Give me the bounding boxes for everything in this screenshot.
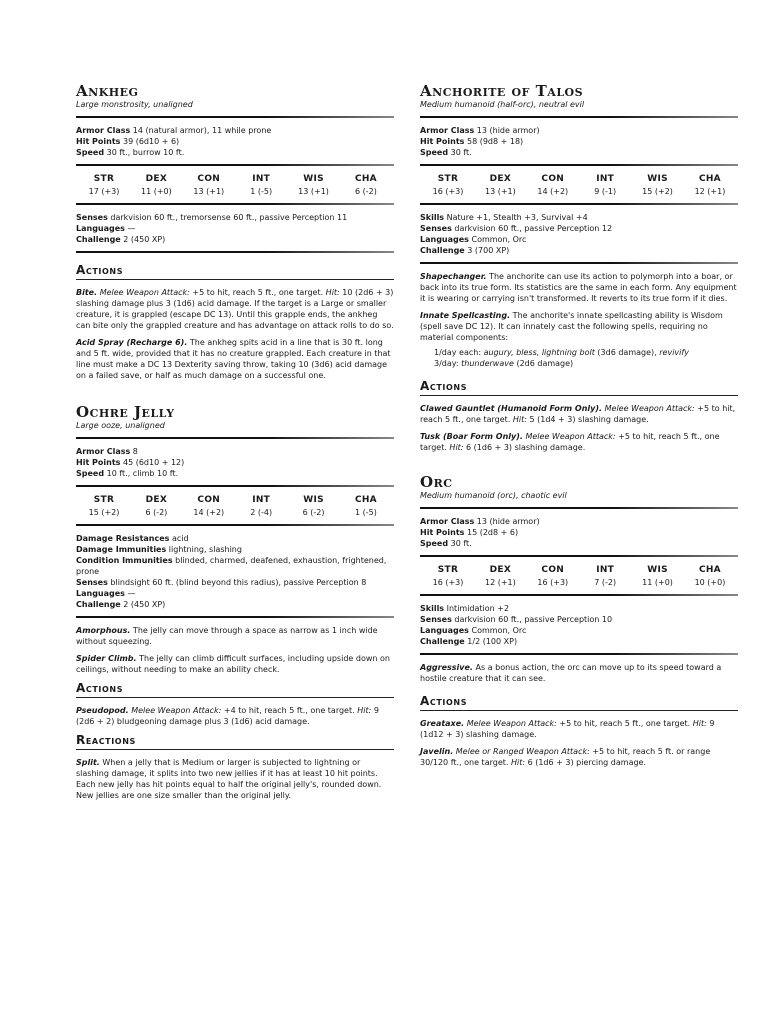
challenge: Challenge 2 (450 XP) (76, 600, 166, 609)
statblock-anchorite-of-talos (420, 82, 738, 453)
languages: Languages — (76, 224, 136, 233)
creature-type: Large monstrosity, unaligned (76, 100, 193, 109)
ability-wis: WIS 13 (+1) (298, 174, 329, 196)
ability-cha: CHA 6 (-2) (354, 174, 377, 196)
creature-name: Anchorite of Talos (420, 82, 584, 100)
divider (420, 164, 738, 166)
damage-immunities: Damage Immunities lightning, slashing (76, 545, 242, 554)
action-pseudopod: Pseudopod. Melee Weapon Attack: +4 to hit, reach 5 ft., one target. Hit: 9 (2d6 + 2) bludgeoning damage plus 3 (1d6) acid damage. (76, 706, 379, 726)
ability-dex: DEX 11 (+0) (141, 174, 172, 196)
condition-immunities: Condition Immunities blinded, charmed, deafened, exhaustion, frightened, prone (76, 556, 387, 576)
armor-class: Armor Class 13 (hide armor) (420, 517, 540, 526)
senses: Senses darkvision 60 ft., passive Perception 12 (420, 224, 613, 233)
ability-con: CON 16 (+3) (537, 565, 569, 587)
senses: Senses darkvision 60 ft., passive Perception 10 (420, 615, 613, 624)
languages: Languages — (76, 589, 136, 598)
ability-scores (420, 173, 738, 197)
divider (76, 616, 394, 618)
armor-class: Armor Class 8 (76, 447, 138, 456)
creature-name: Orc (420, 473, 453, 491)
senses: Senses darkvision 60 ft., tremorsense 60 ft., passive Perception 11 (76, 213, 348, 222)
ability-int: INT 2 (-4) (250, 495, 273, 517)
action-clawed-gauntlet: Clawed Gauntlet (Humanoid Form Only). Melee Weapon Attack: +5 to hit, reach 5 ft., one target. Hit: 5 (1d4 + 3) slashing damage. (420, 404, 736, 424)
hit-points: Hit Points 39 (6d10 + 6) (76, 137, 180, 146)
spell-list-3-day: 3/day: thunderwave (2d6 damage) (434, 359, 574, 368)
actions-header: Actions (76, 263, 124, 277)
divider (420, 653, 738, 655)
actions-header: Actions (420, 379, 468, 393)
senses: Senses blindsight 60 ft. (blind beyond this radius), passive Perception 8 (76, 578, 367, 587)
ability-cha: CHA 10 (+0) (694, 565, 726, 587)
ability-dex: DEX 6 (-2) (145, 495, 168, 517)
ability-wis: WIS 15 (+2) (642, 174, 673, 196)
skills: Skills Nature +1, Stealth +3, Survival +4 (420, 213, 588, 222)
armor-class: Armor Class 14 (natural armor), 11 while prone (76, 126, 272, 135)
ability-scores (76, 173, 394, 197)
section-rule (76, 279, 394, 280)
ability-cha: CHA 12 (+1) (694, 174, 726, 196)
section-rule (420, 395, 738, 396)
ability-dex: DEX 13 (+1) (485, 174, 516, 196)
trait-aggressive: Aggressive. As a bonus action, the orc can move up to its speed toward a hostile creature that it can see. (420, 663, 722, 683)
trait-shapechanger: Shapechanger. The anchorite can use its action to polymorph into a boar, or back into its true form. Its statistics are the same in each form. Any equipment it is wearing or carrying isn't transformed. It reverts to its true form if it dies. (420, 272, 737, 303)
ability-int: INT 7 (-2) (594, 565, 617, 587)
ability-con: CON 13 (+1) (193, 174, 225, 196)
divider (420, 262, 738, 264)
hit-points: Hit Points 58 (9d8 + 18) (420, 137, 524, 146)
right-column (420, 82, 738, 774)
statblock-ankheg (76, 82, 394, 381)
speed: Speed 10 ft., climb 10 ft. (76, 469, 179, 478)
creature-name: Ankheg (76, 82, 139, 100)
action-acid-spray: Acid Spray (Recharge 6). The ankheg spits acid in a line that is 30 ft. long and 5 ft. wide, provided that it has no creature grappled. Each creature in that line must make a DC 13 Dexterity saving throw, taking 10 (3d6) acid damage on a failed save, or half as much damage on a successful one. (76, 338, 391, 380)
left-column (76, 82, 394, 807)
speed: Speed 30 ft. (420, 539, 472, 548)
divider (76, 164, 394, 166)
ability-wis: WIS 11 (+0) (642, 565, 673, 587)
ability-con: CON 14 (+2) (537, 174, 569, 196)
action-bite: Bite. Melee Weapon Attack: +5 to hit, reach 5 ft., one target. Hit: 10 (2d6 + 3) slashing damage plus 3 (1d6) acid damage. If the target is a Large or smaller creature, it is grappled (escape DC 13). Until this grapple ends, the ankheg can bite only the grappled creature and has advantage on attack rolls to do so. (76, 288, 394, 330)
divider (76, 203, 394, 205)
divider (420, 507, 738, 509)
hit-points: Hit Points 45 (6d10 + 12) (76, 458, 185, 467)
ability-dex: DEX 12 (+1) (485, 565, 516, 587)
actions-header: Actions (420, 694, 468, 708)
trait-spider-climb: Spider Climb. The jelly can climb difficult surfaces, including upside down on ceilings, without needing to make an ability check. (76, 654, 390, 674)
languages: Languages Common, Orc (420, 626, 527, 635)
section-rule (76, 749, 394, 750)
ability-str: STR 16 (+3) (432, 565, 464, 587)
reaction-split: Split. When a jelly that is Medium or larger is subjected to lightning or slashing damage, it splits into two new jellies if it has at least 10 hit points. Each new jelly has hit points equal to half the original jelly's, rounded down. New jellies are one size smaller than the original jelly. (76, 758, 382, 800)
creature-type: Medium humanoid (half-orc), neutral evil (420, 100, 585, 109)
armor-class: Armor Class 13 (hide armor) (420, 126, 540, 135)
ability-con: CON 14 (+2) (193, 495, 225, 517)
divider (420, 203, 738, 205)
ability-scores (420, 564, 738, 588)
ability-cha: CHA 1 (-5) (354, 495, 377, 517)
divider (76, 251, 394, 253)
skills: Skills Intimidation +2 (420, 604, 510, 613)
action-javelin: Javelin. Melee or Ranged Weapon Attack: +5 to hit, reach 5 ft. or range 30/120 ft., one target. Hit: 6 (1d6 + 3) piercing damage. (420, 747, 711, 767)
divider (76, 116, 394, 118)
statblock-orc (420, 473, 738, 768)
statblock-ochre-jelly (76, 403, 394, 801)
creature-type: Large ooze, unaligned (76, 421, 165, 430)
creature-type: Medium humanoid (orc), chaotic evil (420, 491, 567, 500)
speed: Speed 30 ft. (420, 148, 472, 157)
reactions-header: Reactions (76, 733, 136, 747)
divider (76, 485, 394, 487)
speed: Speed 30 ft., burrow 10 ft. (76, 148, 185, 157)
actions-header: Actions (76, 681, 124, 695)
hit-points: Hit Points 15 (2d8 + 6) (420, 528, 519, 537)
challenge: Challenge 3 (700 XP) (420, 246, 510, 255)
ability-str: STR 15 (+2) (88, 495, 120, 517)
action-tusk: Tusk (Boar Form Only). Melee Weapon Attack: +5 to hit, reach 5 ft., one target. Hit: 6 (1d6 + 3) slashing damage. (420, 432, 720, 452)
challenge: Challenge 1/2 (100 XP) (420, 637, 518, 646)
divider (420, 555, 738, 557)
damage-resistances: Damage Resistances acid (76, 534, 189, 543)
challenge: Challenge 2 (450 XP) (76, 235, 166, 244)
ability-int: INT 1 (-5) (250, 174, 273, 196)
divider (420, 116, 738, 118)
section-rule (76, 697, 394, 698)
ability-int: INT 9 (-1) (594, 174, 617, 196)
ability-str: STR 16 (+3) (432, 174, 464, 196)
spell-list-1-day: 1/day each: augury, bless, lightning bolt (3d6 damage), revivify (434, 348, 689, 357)
ability-scores (76, 494, 394, 518)
divider (420, 594, 738, 596)
trait-amorphous: Amorphous. The jelly can move through a space as narrow as 1 inch wide without squeezing. (76, 626, 378, 646)
ability-str: STR 17 (+3) (88, 174, 120, 196)
trait-innate-spellcasting: Innate Spellcasting. The anchorite's innate spellcasting ability is Wisdom (spell save DC 12). It can innately cast the following spells, requiring no material components: (420, 311, 723, 342)
divider (76, 524, 394, 526)
languages: Languages Common, Orc (420, 235, 527, 244)
creature-name: Ochre Jelly (76, 403, 175, 421)
ability-wis: WIS 6 (-2) (302, 495, 325, 517)
divider (76, 437, 394, 439)
section-rule (420, 710, 738, 711)
action-greataxe: Greataxe. Melee Weapon Attack: +5 to hit, reach 5 ft., one target. Hit: 9 (1d12 + 3) slashing damage. (420, 719, 715, 739)
